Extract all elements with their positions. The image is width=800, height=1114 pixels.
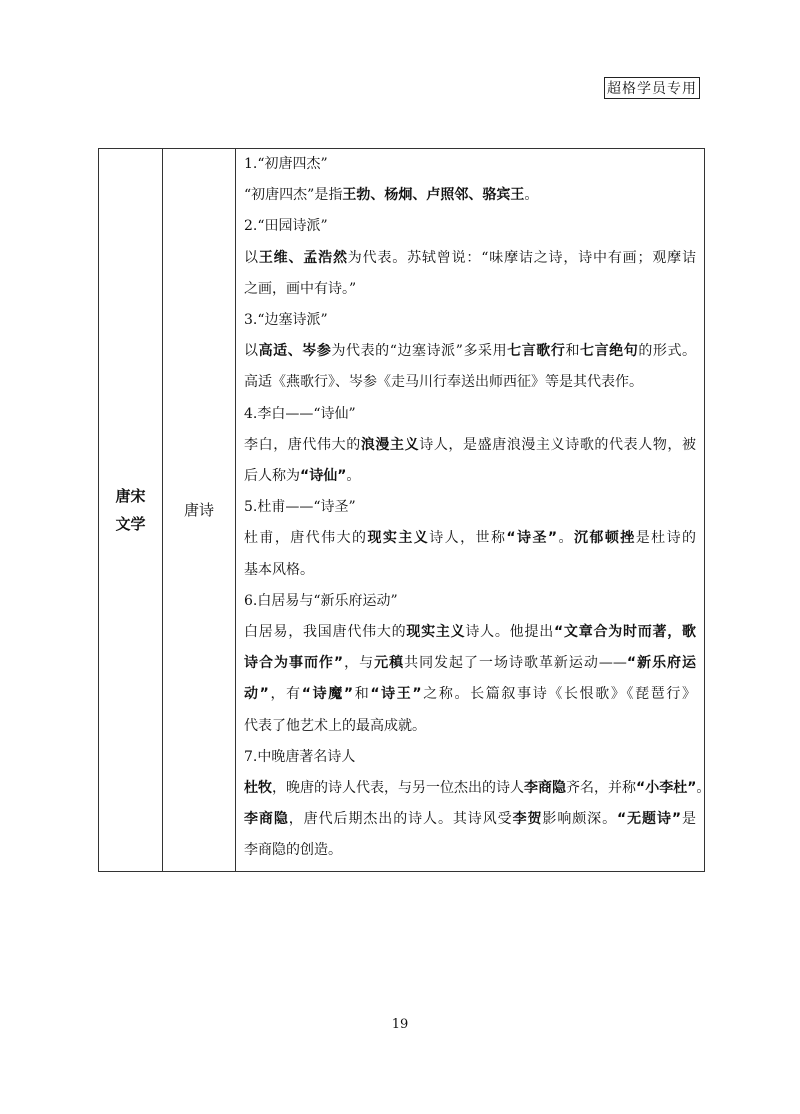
bold-term: 王维、孟浩然 bbox=[258, 249, 348, 266]
bold-term: 浪漫主义 bbox=[360, 436, 420, 453]
content-lines bbox=[244, 149, 711, 867]
bold-term: 李贺 bbox=[512, 811, 543, 828]
text-segment: ，有 bbox=[268, 686, 302, 703]
page-number: 19 bbox=[391, 1017, 409, 1032]
category-label-line: 文学 bbox=[115, 514, 146, 533]
bold-term: 元稹 bbox=[374, 655, 405, 672]
text-segment: 之画，画中有诗。” bbox=[244, 280, 357, 297]
bold-term: 李商隐 bbox=[524, 780, 566, 797]
text-segment: 基本风格。 bbox=[244, 561, 314, 578]
content-line bbox=[244, 305, 696, 336]
content-line bbox=[244, 492, 696, 523]
text-segment: 以 bbox=[244, 343, 259, 360]
content-line bbox=[244, 773, 711, 804]
text-segment: 共同发起了一场诗歌革新运动—— bbox=[404, 655, 627, 672]
text-segment: 诗人。他提出 bbox=[465, 624, 554, 641]
bold-term: 现实主义 bbox=[406, 624, 466, 641]
content-line bbox=[244, 180, 696, 211]
content-line bbox=[244, 617, 696, 648]
bold-term: “诗王” bbox=[370, 686, 422, 703]
bold-term: “文章合为时而著，歌 bbox=[553, 624, 697, 641]
text-segment: “初唐四杰”是指 bbox=[244, 187, 343, 204]
content-line bbox=[244, 430, 696, 461]
text-segment: 诗人，世称 bbox=[429, 530, 507, 547]
bold-term: “新乐府运 bbox=[626, 655, 697, 672]
text-segment: 杜甫，唐代伟大的 bbox=[244, 530, 368, 547]
text-segment: 高适《燕歌行》、岑参《走马川行奉送出师西征》等是其代表作。 bbox=[244, 374, 643, 391]
text-segment: 白居易，我国唐代伟大的 bbox=[244, 624, 407, 641]
text-segment: 李白，唐代伟大的 bbox=[244, 436, 361, 453]
text-segment: 李商隐的创造。 bbox=[244, 842, 342, 859]
bold-term: 七言绝句 bbox=[580, 343, 639, 360]
text-segment: 代表了他艺术上的最高成就。 bbox=[244, 717, 426, 734]
bold-term: 王勃、杨炯、卢照邻、骆宾王 bbox=[342, 187, 525, 204]
content-line bbox=[244, 679, 696, 710]
text-segment: 是杜诗的 bbox=[635, 530, 697, 547]
text-segment: 的形式。 bbox=[638, 343, 697, 360]
bold-term: 诗合为事而作” bbox=[244, 655, 344, 672]
text-segment: 是 bbox=[681, 811, 697, 828]
text-segment: 。 bbox=[696, 780, 711, 797]
content-line bbox=[244, 399, 696, 430]
text-segment: 。 bbox=[524, 187, 539, 204]
text-segment: 5.杜甫——“诗圣” bbox=[244, 499, 356, 516]
bold-term: 动” bbox=[244, 686, 269, 703]
content-line bbox=[244, 648, 696, 679]
bold-term: 高适、岑参 bbox=[258, 343, 332, 360]
bold-term: “诗圣” bbox=[506, 530, 558, 547]
bold-term: 沉郁顿挫 bbox=[574, 530, 636, 547]
content-cell bbox=[236, 149, 711, 872]
bold-term: “诗魔” bbox=[301, 686, 354, 703]
text-segment: ，唐代后期杰出的诗人。其诗风受 bbox=[288, 811, 513, 828]
bold-term: 杜牧 bbox=[244, 780, 272, 797]
bold-term: 李商隐 bbox=[244, 811, 289, 828]
content-line bbox=[244, 274, 696, 305]
literature-table bbox=[98, 148, 711, 872]
text-segment: 6.白居易与“新乐府运动” bbox=[244, 592, 398, 609]
text-segment: 3.“边塞诗派” bbox=[244, 312, 328, 329]
text-segment: 以 bbox=[244, 249, 259, 266]
content-line bbox=[244, 243, 696, 274]
content-line bbox=[244, 211, 696, 242]
subcategory-cell: 唐诗 bbox=[163, 149, 236, 872]
bold-term: 七言歌行 bbox=[507, 343, 566, 360]
text-segment: 影响颇深。 bbox=[542, 811, 618, 828]
content-line bbox=[244, 523, 696, 554]
text-segment: 2.“田园诗派” bbox=[244, 218, 328, 235]
category-cell bbox=[99, 149, 163, 872]
text-segment: 和 bbox=[353, 686, 371, 703]
category-label-line: 唐宋 bbox=[115, 486, 146, 505]
content-line bbox=[244, 461, 696, 492]
member-only-badge: 超格学员专用 bbox=[604, 77, 700, 99]
bold-term: “小李杜” bbox=[636, 780, 697, 797]
text-segment: ，晚唐的诗人代表，与另一位杰出的诗人 bbox=[272, 780, 524, 797]
content-line bbox=[244, 336, 696, 367]
content-line bbox=[244, 835, 696, 866]
text-segment: 。 bbox=[557, 530, 574, 547]
text-segment: 之称。长篇叙事诗《长恨歌》《琵琶行》 bbox=[421, 686, 697, 703]
text-segment: ，与 bbox=[343, 655, 375, 672]
text-segment: 诗人，是盛唐浪漫主义诗歌的代表人物，被 bbox=[419, 436, 697, 453]
text-segment: 4.李白——“诗仙” bbox=[244, 405, 356, 422]
text-segment: 齐名，并称 bbox=[566, 780, 636, 797]
bold-term: “无题诗” bbox=[617, 811, 682, 828]
content-line bbox=[244, 555, 696, 586]
content-line bbox=[244, 804, 696, 835]
content-line bbox=[244, 586, 696, 617]
content-line bbox=[244, 367, 696, 398]
table-row bbox=[99, 149, 705, 872]
text-segment: 1.“初唐四杰” bbox=[244, 156, 328, 172]
text-segment: 。 bbox=[346, 468, 361, 485]
text-segment: 后人称为 bbox=[244, 468, 300, 485]
text-segment: 7.中晚唐著名诗人 bbox=[244, 748, 356, 765]
content-line bbox=[244, 742, 696, 773]
content-line bbox=[244, 149, 696, 180]
text-segment: 为代表的“边塞诗派”多采用 bbox=[331, 343, 508, 360]
bold-term: 现实主义 bbox=[367, 530, 430, 547]
bold-term: “诗仙” bbox=[300, 468, 347, 485]
content-line bbox=[244, 711, 696, 742]
text-segment: 和 bbox=[565, 343, 581, 360]
text-segment: 为代表。苏轼曾说：“味摩诘之诗，诗中有画；观摩诘 bbox=[347, 249, 696, 266]
